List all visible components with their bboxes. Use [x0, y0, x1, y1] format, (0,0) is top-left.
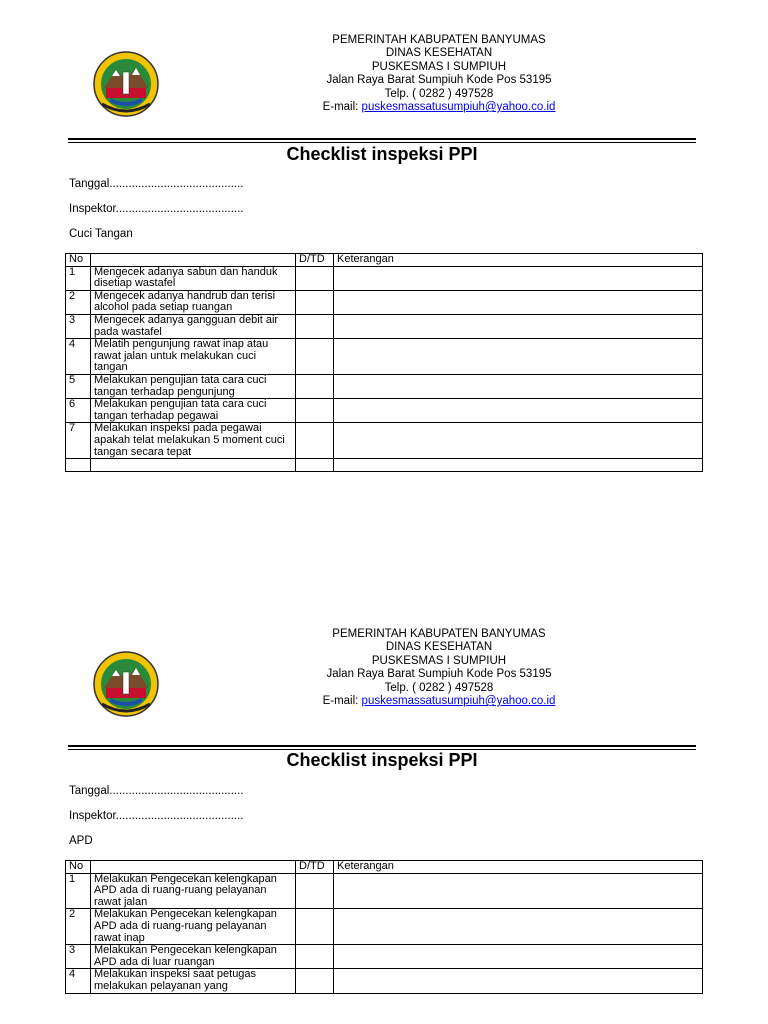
row-no: 2 — [66, 909, 91, 945]
header-item — [91, 254, 296, 267]
row-item: Melakukan inspeksi saat petugas melakukan pelayanan yang — [91, 969, 296, 993]
row-dtd-cell[interactable] — [296, 909, 334, 945]
row-no: 3 — [66, 945, 91, 969]
row-dtd-cell[interactable] — [296, 423, 334, 459]
row-keterangan-cell[interactable] — [334, 266, 703, 290]
letterhead — [300, 628, 578, 708]
banyumas-logo-icon — [92, 650, 160, 718]
row-no: 6 — [66, 399, 91, 423]
inspektor-field: Inspektor........................................ — [69, 203, 244, 215]
table-row — [66, 909, 703, 945]
row-dtd-cell[interactable] — [296, 339, 334, 375]
row-dtd-cell[interactable] — [296, 459, 334, 472]
row-item: Mengecek adanya gangguan debit air pada wastafel — [91, 314, 296, 338]
row-keterangan-cell[interactable] — [334, 290, 703, 314]
row-dtd-cell[interactable] — [296, 945, 334, 969]
row-keterangan-cell[interactable] — [334, 909, 703, 945]
table-header-row — [66, 254, 703, 267]
letterhead-line-puskesmas: PUSKESMAS I SUMPIUH — [371, 60, 507, 73]
row-no: 2 — [66, 290, 91, 314]
row-keterangan-cell[interactable] — [334, 399, 703, 423]
inspektor-field: Inspektor........................................ — [69, 810, 244, 822]
row-keterangan-cell[interactable] — [334, 873, 703, 909]
row-keterangan-cell[interactable] — [334, 339, 703, 375]
letterhead-line-agency: DINAS KESEHATAN — [385, 47, 493, 60]
table-row-empty — [66, 459, 703, 472]
tanggal-field: Tanggal.......................................... — [69, 785, 244, 797]
row-no — [66, 459, 91, 472]
row-keterangan-cell[interactable] — [334, 969, 703, 993]
row-item: Mengecek adanya handrub dan terisi alcohol pada setiap ruangan — [91, 290, 296, 314]
email-label: E-mail: — [322, 101, 362, 114]
tanggal-field: Tanggal.......................................... — [69, 178, 244, 190]
table-row — [66, 873, 703, 909]
row-no: 4 — [66, 339, 91, 375]
row-item: Mengecek adanya sabun dan handuk disetiap wastafel — [91, 266, 296, 290]
email-link[interactable]: puskesmassatusumpiuh@yahoo.co.id — [361, 101, 556, 114]
row-item: Melakukan Pengecekan kelengkapan APD ada di luar ruangan — [91, 945, 296, 969]
letterhead-line-address: Jalan Raya Barat Sumpiuh Kode Pos 53195 — [326, 668, 552, 681]
row-dtd-cell[interactable] — [296, 399, 334, 423]
row-dtd-cell[interactable] — [296, 873, 334, 909]
table-row — [66, 314, 703, 338]
row-dtd-cell[interactable] — [296, 266, 334, 290]
row-keterangan-cell[interactable] — [334, 423, 703, 459]
checklist-table — [65, 860, 703, 994]
row-dtd-cell[interactable] — [296, 314, 334, 338]
letterhead-line-phone: Telp. ( 0282 ) 497528 — [384, 87, 494, 100]
row-item — [91, 459, 296, 472]
letterhead-line-phone: Telp. ( 0282 ) 497528 — [384, 681, 494, 694]
header-dtd: D/TD — [296, 254, 334, 267]
header-item — [91, 861, 296, 874]
banyumas-logo-icon — [92, 50, 160, 118]
letterhead-line-address: Jalan Raya Barat Sumpiuh Kode Pos 53195 — [326, 74, 552, 87]
row-no: 7 — [66, 423, 91, 459]
checklist-table — [65, 253, 703, 472]
table-row — [66, 423, 703, 459]
header-divider — [68, 138, 696, 143]
header-dtd: D/TD — [296, 861, 334, 874]
letterhead — [300, 34, 578, 114]
header-keterangan: Keterangan — [334, 861, 703, 874]
page-title: Checklist inspeksi PPI — [286, 750, 478, 770]
page-title: Checklist inspeksi PPI — [286, 144, 478, 164]
header-keterangan: Keterangan — [334, 254, 703, 267]
table-row — [66, 266, 703, 290]
table-row — [66, 290, 703, 314]
row-no: 5 — [66, 374, 91, 398]
row-item: Melakukan pengujian tata cara cuci tangan terhadap pegawai — [91, 399, 296, 423]
row-keterangan-cell[interactable] — [334, 374, 703, 398]
letterhead-line-email — [300, 101, 578, 114]
row-item: Melakukan Pengecekan kelengkapan APD ada di ruang-ruang pelayanan rawat jalan — [91, 873, 296, 909]
row-item: Melakukan pengujian tata cara cuci tangan terhadap pengunjung — [91, 374, 296, 398]
letterhead-line-email — [300, 695, 578, 708]
table-row — [66, 374, 703, 398]
row-dtd-cell[interactable] — [296, 374, 334, 398]
row-keterangan-cell[interactable] — [334, 459, 703, 472]
section-subtitle: APD — [69, 835, 93, 847]
table-header-row — [66, 861, 703, 874]
letterhead-line-government: PEMERINTAH KABUPATEN BANYUMAS — [332, 628, 546, 640]
table-row — [66, 339, 703, 375]
letterhead-line-puskesmas: PUSKESMAS I SUMPIUH — [371, 654, 507, 667]
row-no: 4 — [66, 969, 91, 993]
row-dtd-cell[interactable] — [296, 290, 334, 314]
table-row — [66, 399, 703, 423]
row-keterangan-cell[interactable] — [334, 314, 703, 338]
row-item: Melakukan Pengecekan kelengkapan APD ada di ruang-ruang pelayanan rawat inap — [91, 909, 296, 945]
row-no: 1 — [66, 266, 91, 290]
row-item: Melakukan inspeksi pada pegawai apakah telat melakukan 5 moment cuci tangan secara tepat — [91, 423, 296, 459]
row-keterangan-cell[interactable] — [334, 945, 703, 969]
row-no: 1 — [66, 873, 91, 909]
table-row — [66, 969, 703, 993]
letterhead-line-agency: DINAS KESEHATAN — [385, 641, 493, 654]
letterhead-line-government: PEMERINTAH KABUPATEN BANYUMAS — [332, 34, 546, 46]
row-item: Melatih pengunjung rawat inap atau rawat jalan untuk melakukan cuci tangan — [91, 339, 296, 375]
header-no: No — [66, 861, 91, 874]
section-subtitle: Cuci Tangan — [69, 228, 133, 240]
row-no: 3 — [66, 314, 91, 338]
table-row — [66, 945, 703, 969]
header-no: No — [66, 254, 91, 267]
email-label: E-mail: — [322, 695, 362, 708]
row-dtd-cell[interactable] — [296, 969, 334, 993]
email-link[interactable]: puskesmassatusumpiuh@yahoo.co.id — [361, 695, 556, 708]
